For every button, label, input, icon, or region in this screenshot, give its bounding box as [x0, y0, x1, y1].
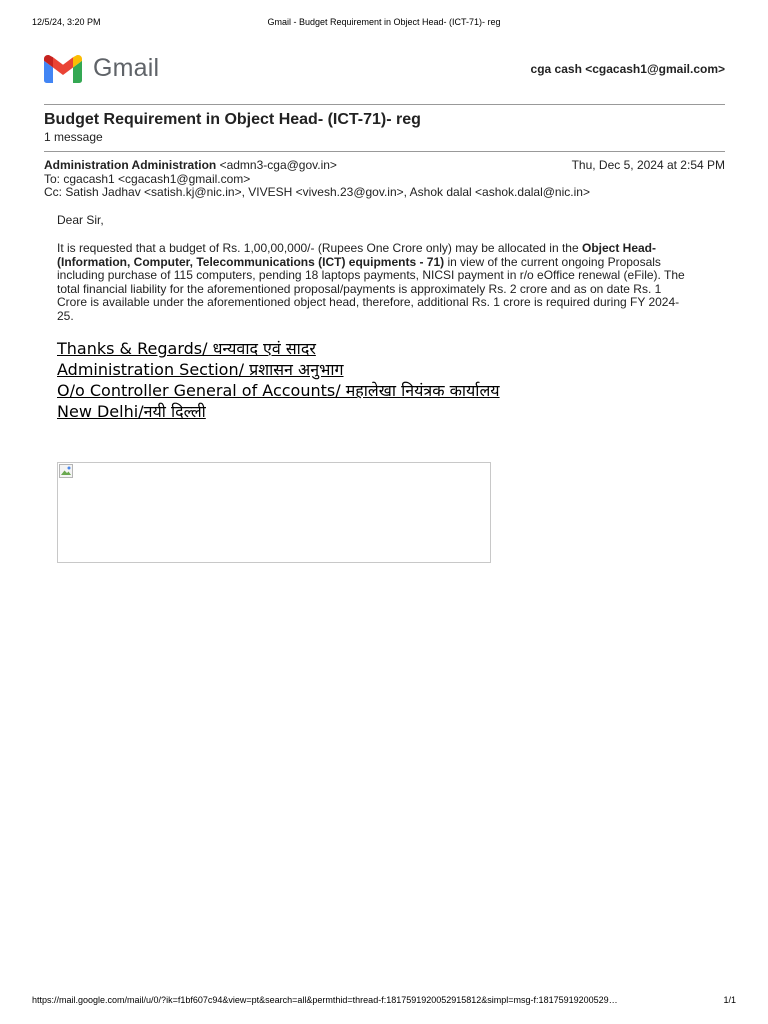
brand-row: [44, 54, 725, 86]
page-url: https://mail.google.com/mail/u/0/?ik=f1bf607c94&view=pt&search=all&permthid=thread-f:1817591920052915812&simpl=msg-f:18175919200529…: [32, 995, 618, 1005]
sender-row: [44, 158, 725, 172]
gmail-wordmark: Gmail: [93, 54, 160, 82]
page-number: 1/1: [723, 995, 736, 1005]
sender-name: Administration Administration: [44, 158, 217, 172]
paragraph-text-2: in view of the current ongoing Proposals including purchase of 115 computers, pending 18 laptops payments, NICSI payment in r/o eOffice renewal (eFile). The total financial liability for the aforementioned proposal/payments is approximately Rs. 2 crore and as on date Rs. 1 Crore is available under the aforementioned object head, therefore, additional Rs. 1 crore is required during FY 2024-25.: [57, 254, 685, 323]
paragraph-text-1: It is requested that a budget of Rs. 1,00,00,000/- (Rupees One Crore only) may be allocated in the: [57, 241, 582, 255]
message-paragraph: [57, 242, 693, 324]
signature-block: [57, 338, 500, 422]
to-line: To: cgacash1 <cgacash1@gmail.com>: [44, 172, 251, 186]
cc-line: Cc: Satish Jadhav <satish.kj@nic.in>, VIVESH <vivesh.23@gov.in>, Ashok dalal <ashok.dalal@nic.in>: [44, 185, 590, 199]
object-head-text: Object Head-(Information, Computer, Telecommunications (ICT) equipments - 71): [57, 241, 656, 269]
print-datetime: 12/5/24, 3:20 PM: [32, 17, 101, 27]
divider: [44, 104, 725, 105]
signature-line: Administration Section/ प्रशासन अनुभाग: [57, 360, 344, 379]
account-label: cga cash <cgacash1@gmail.com>: [530, 62, 725, 76]
greeting: Dear Sir,: [57, 213, 104, 227]
broken-image-icon: [59, 464, 73, 478]
signature-line: New Delhi/नयी दिल्ली: [57, 402, 206, 421]
signature-line: O/o Controller General of Accounts/ महालेखा नियंत्रक कार्यालय: [57, 381, 500, 400]
message-datetime: Thu, Dec 5, 2024 at 2:54 PM: [571, 158, 725, 172]
divider: [44, 151, 725, 152]
image-placeholder: [57, 462, 491, 563]
gmail-logo-icon[interactable]: [44, 55, 82, 83]
print-page-title: Gmail - Budget Requirement in Object Head- (ICT-71)- reg: [267, 17, 501, 27]
email-subject: Budget Requirement in Object Head- (ICT-71)- reg: [44, 111, 421, 128]
sender-email: <admn3-cga@gov.in>: [219, 158, 337, 172]
signature-line: Thanks & Regards/ धन्यवाद एवं सादर: [57, 339, 316, 358]
message-count: 1 message: [44, 130, 103, 144]
